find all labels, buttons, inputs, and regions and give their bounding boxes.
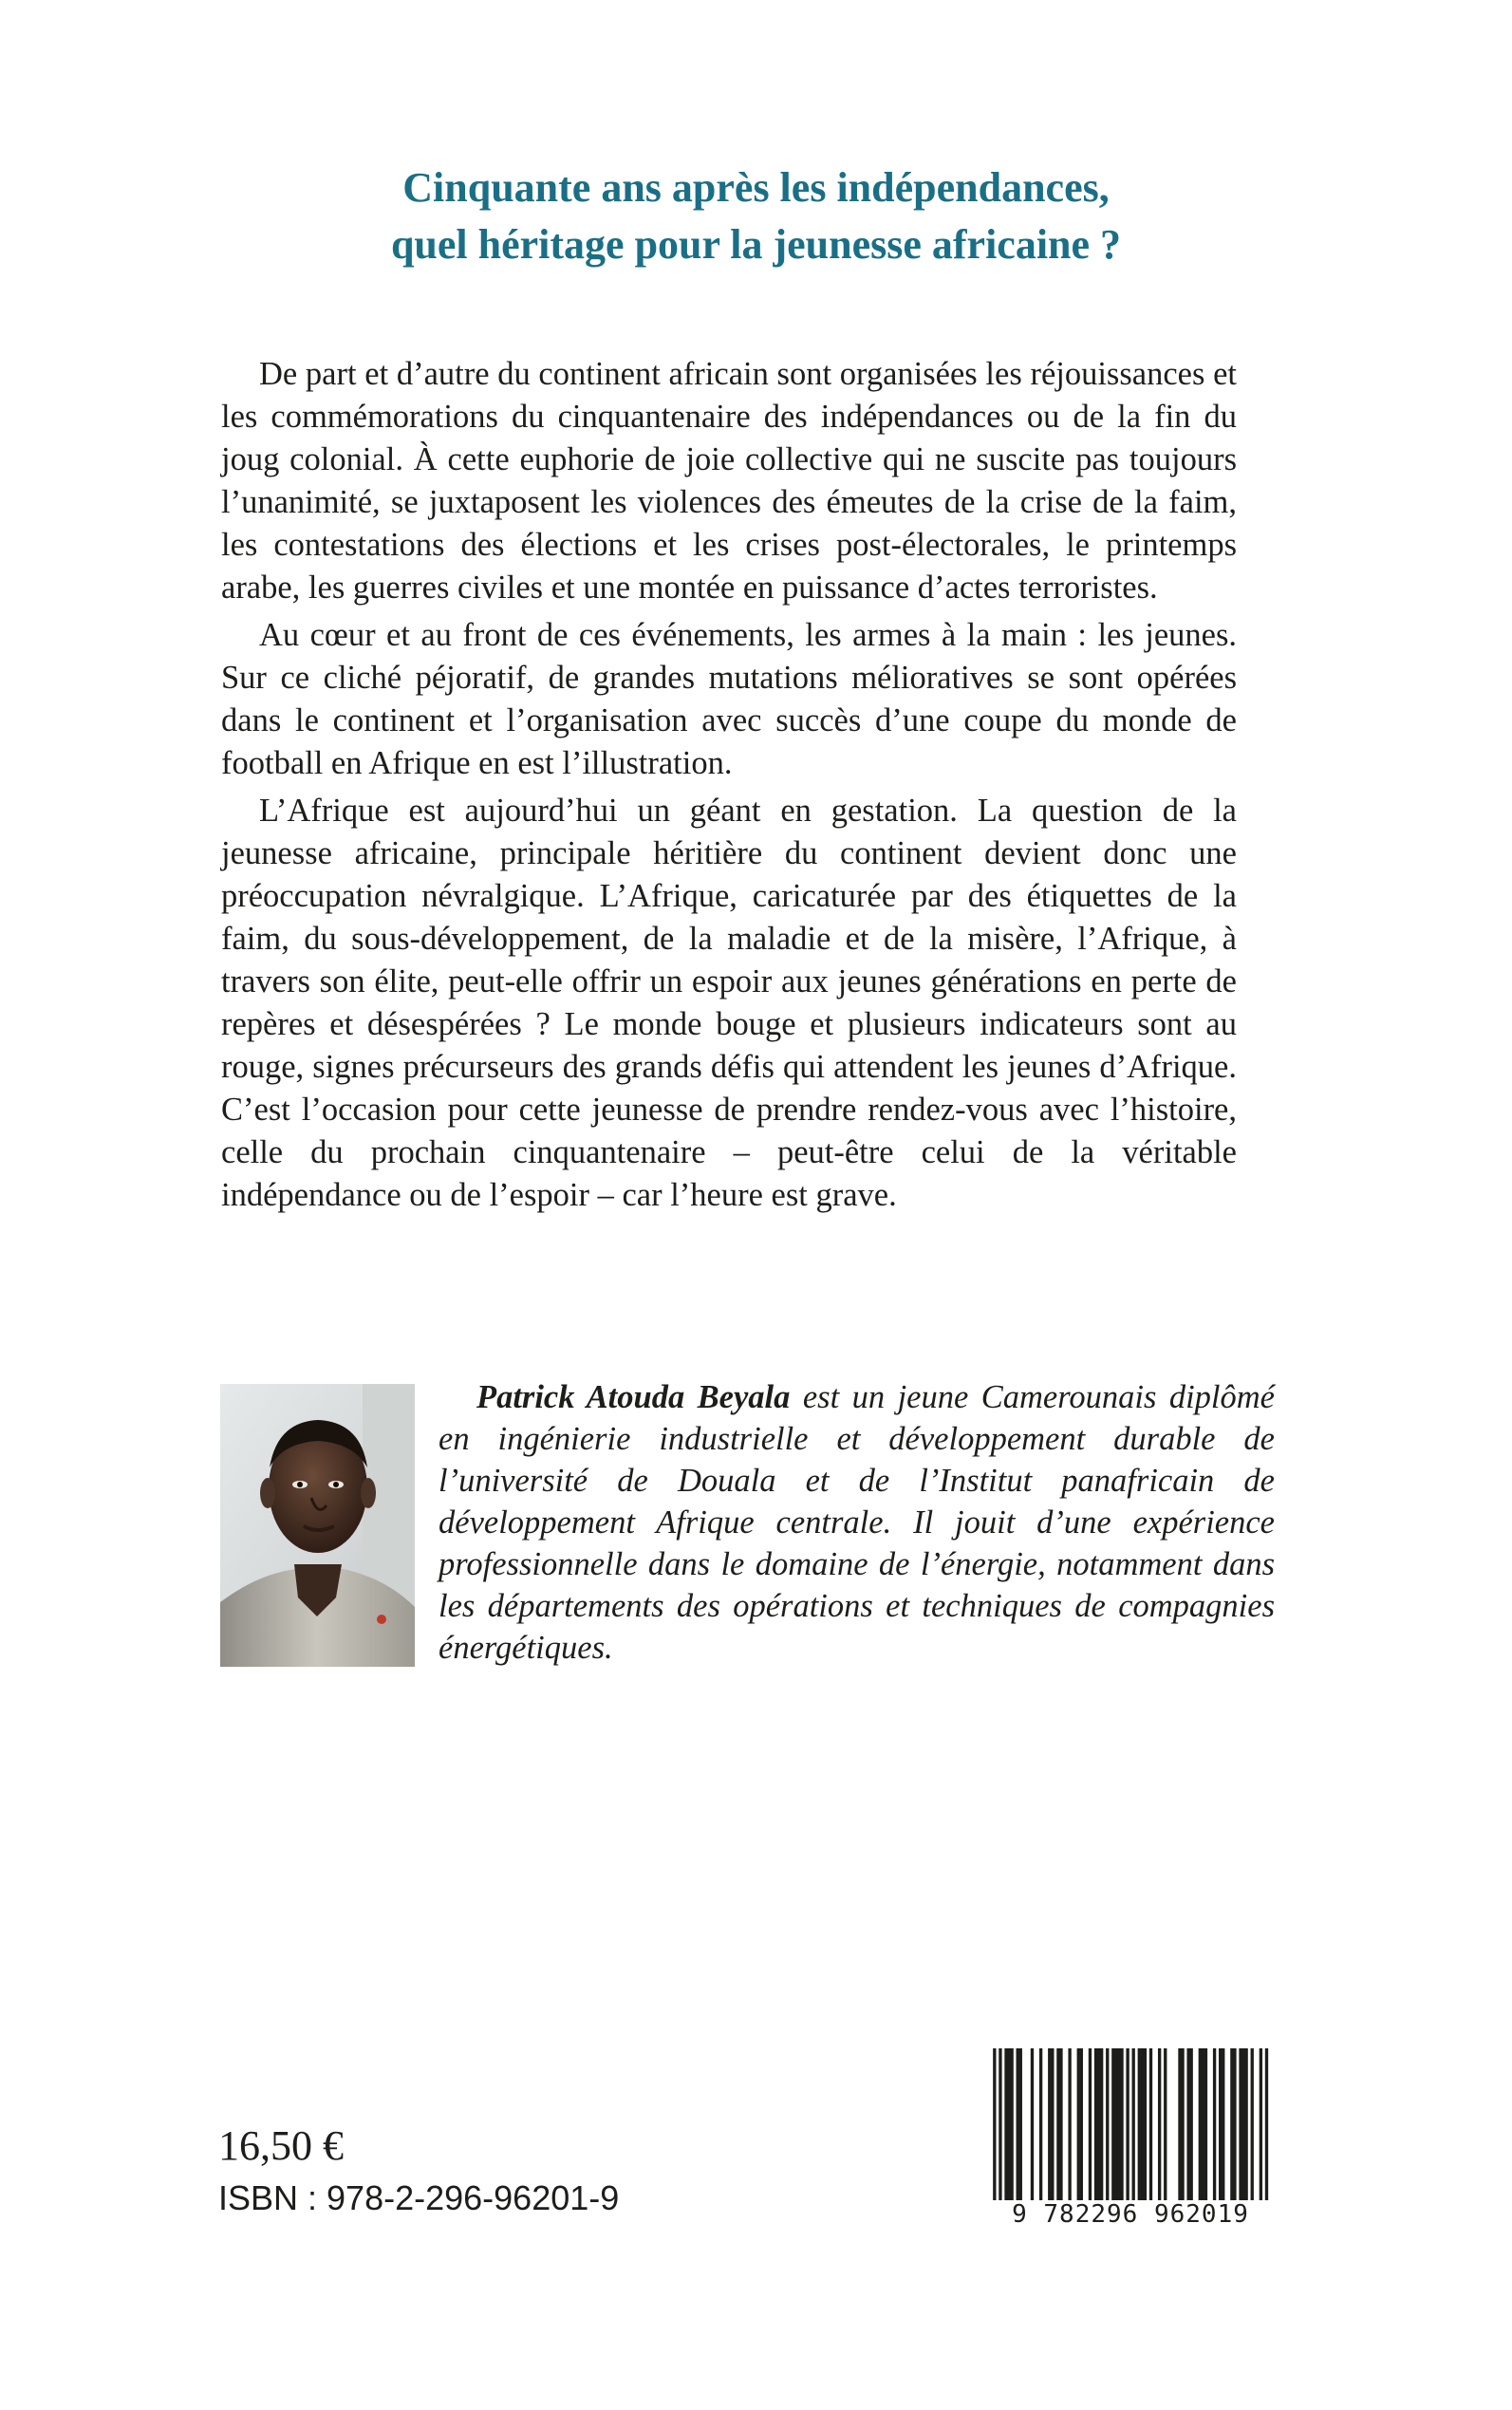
- barcode-bar: [1120, 2048, 1123, 2200]
- synopsis-paragraph-2: Au cœur et au front de ces événements, les armes à la main : les jeunes. Sur ce cliché péjoratif, de grandes mutations mélioratives se sont opérées dans le continent et l’organisation avec succès d’une coupe du monde de football en Afrique en est l’illustration.: [221, 617, 1237, 781]
- author-bio-paragraph: [439, 1376, 1275, 1669]
- barcode: [984, 2048, 1277, 2234]
- barcode-bar: [1204, 2048, 1207, 2200]
- barcode-bar: [1031, 2048, 1034, 2200]
- barcode-bar: [1077, 2048, 1080, 2200]
- barcode-bar: [1051, 2048, 1054, 2200]
- barcode-bar: [1164, 2048, 1167, 2200]
- barcode-bar: [1048, 2048, 1051, 2200]
- barcode-bar: [1117, 2048, 1120, 2200]
- barcode-bar: [1178, 2048, 1181, 2200]
- barcode-bar: [1222, 2048, 1224, 2200]
- barcode-bar: [1213, 2048, 1216, 2200]
- barcode-bar: [1059, 2048, 1062, 2200]
- author-portrait-image: [220, 1384, 415, 1667]
- synopsis: [221, 353, 1237, 1222]
- barcode-bar: [1199, 2048, 1202, 2200]
- barcode-bar: [1080, 2048, 1083, 2200]
- barcode-bar: [1233, 2048, 1236, 2200]
- barcode-bar: [1114, 2048, 1117, 2200]
- price: 16,50 €: [218, 2122, 344, 2169]
- barcode-bar: [993, 2048, 996, 2215]
- synopsis-paragraph-1: De part et d’autre du continent africain sont organisées les réjouissances et les commémorations du cinquantenaire des indépendances ou de la fin du joug colonial. À cette euphorie de joie collective qui ne suscite pas toujours l’unanimité, se juxtaposent les violences des émeutes de la crise de la faim, les contestations des élections et les crises post-électorales, le printemps arabe, les guerres civiles et une montée en puissance d’actes terroristes.: [221, 356, 1237, 606]
- barcode-bar: [1265, 2048, 1268, 2215]
- barcode-bar: [1111, 2048, 1114, 2200]
- barcode-bar: [1190, 2048, 1193, 2200]
- barcode-bar: [1094, 2048, 1097, 2200]
- barcode-bar: [1244, 2048, 1247, 2200]
- author-bio-text: est un jeune Camerounais diplômé en ingénierie industrielle et développement durable de l’université de Douala et de l’Institut panafricain de développement Afrique centrale. Il jouit d’une expérience professionnelle dans le domaine de l’énergie, notamment dans les départements des opérations et techniques de compagnies énergétiques.: [439, 1379, 1275, 1666]
- barcode-bar: [1219, 2048, 1222, 2200]
- barcode-bar: [1089, 2048, 1092, 2200]
- author-bio: [439, 1376, 1275, 1669]
- isbn: ISBN : 978-2-296-96201-9: [218, 2178, 620, 2217]
- barcode-bar: [1239, 2048, 1241, 2200]
- barcode-bar: [1097, 2048, 1100, 2200]
- book-title: [0, 159, 1512, 273]
- barcode-bar: [1010, 2048, 1013, 2200]
- barcode-bar: [1039, 2048, 1042, 2200]
- barcode-bar: [1007, 2048, 1010, 2200]
- barcode-bar: [1241, 2048, 1244, 2200]
- barcode-bar: [1100, 2048, 1103, 2200]
- title-line-1: Cinquante ans après les indépendances,: [402, 164, 1110, 211]
- barcode-bar: [1132, 2048, 1135, 2215]
- barcode-bar: [1019, 2048, 1022, 2200]
- title-line-2: quel héritage pour la jeunesse africaine ?: [390, 221, 1122, 268]
- barcode-bar: [1230, 2048, 1233, 2200]
- barcode-bar: [1186, 2048, 1189, 2200]
- barcode-bar: [1141, 2048, 1144, 2200]
- barcode-bar: [1056, 2048, 1059, 2200]
- barcode-bar: [1126, 2048, 1129, 2215]
- barcode-bar: [1106, 2048, 1109, 2200]
- barcode-bar: [1017, 2048, 1019, 2200]
- barcode-bar: [1138, 2048, 1141, 2200]
- barcode-bar: [1068, 2048, 1071, 2200]
- barcode-bar: [1004, 2048, 1007, 2200]
- barcode-bar: [1158, 2048, 1161, 2200]
- author-name: Patrick Atouda Beyala: [476, 1379, 791, 1415]
- barcode-bar: [1202, 2048, 1204, 2200]
- barcode-bar: [1181, 2048, 1184, 2200]
- barcode-bar: [1144, 2048, 1147, 2200]
- barcode-bar: [999, 2048, 1001, 2215]
- barcode-bar: [1149, 2048, 1152, 2200]
- barcode-bar: [1260, 2048, 1262, 2215]
- author-photo: [220, 1384, 415, 1667]
- synopsis-paragraph-3: L’Afrique est aujourd’hui un géant en gestation. La question de la jeunesse africaine, principale héritière du continent devient donc une préoccupation névralgique. L’Afrique, caricaturée par des étiquettes de la faim, du sous-développement, de la maladie et de la misère, l’Afrique, à travers son élite, peut-elle offrir un espoir aux jeunes générations en perte de repères et désespérées ? Le monde bouge et plusieurs indicateurs sont au rouge, signes précurseurs des grands défis qui attendent les jeunes d’Afrique. C’est l’occasion pour cette jeunesse de prendre rendez-vous avec l’histoire, celle du prochain cinquantenaire – peut-être celui de la véritable indépendance ou de l’espoir – car l’heure est grave.: [221, 793, 1237, 1213]
- barcode-bar: [1251, 2048, 1254, 2200]
- barcode-digits: 9 782296 962019: [984, 2200, 1277, 2229]
